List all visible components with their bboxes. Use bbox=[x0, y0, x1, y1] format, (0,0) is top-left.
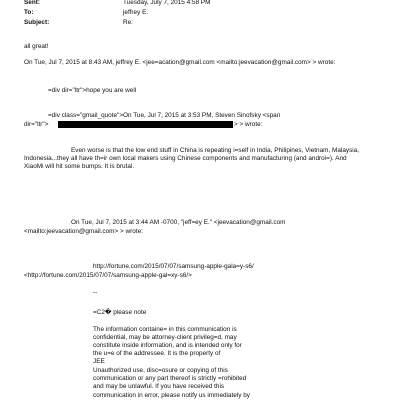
article-link[interactable]: http://fortune.com/2015/07/07/samsung-apple-gala=y-s6/ bbox=[93, 263, 254, 270]
quote-attribution-1: On Tue, Jul 7, 2015 at 8:43 AM, jeffrey E. <jee=acation@gmail.com <mailto:jeevacation@gmail.com> > wrote: bbox=[24, 59, 336, 66]
quoted-paragraph-line: XiaoMi will hit some bumps. It is brutal. bbox=[24, 163, 135, 170]
please-note: =C2� please note bbox=[93, 309, 147, 316]
quote-attribution-3-mailto: <mailto:jeevacation@gmail.com> > wrote: bbox=[24, 228, 143, 235]
sent-label: Sent: bbox=[24, 0, 40, 6]
article-link-bracketed[interactable]: <http://fortune.com/2015/07/07/samsung-apple-gal=xy-s6/> bbox=[24, 272, 192, 279]
subject-label: Subject: bbox=[24, 19, 50, 26]
sent-value: Tuesday, July 7, 2015 4:58 PM bbox=[123, 0, 211, 6]
quote-attribution-2-end: > > wrote: bbox=[234, 121, 263, 128]
quote-attribution-3: On Tue, Jul 7, 2015 at 3:44 AM -0700, "jeff=ey E." <jeevacation@gmail.com bbox=[71, 219, 286, 226]
disclaimer-line: The information containe= in this communication is bbox=[93, 326, 237, 333]
quoted-paragraph-line: Indonesia...they all have th=ir own local makers using Chinese components and manufacturing (and androi=). And bbox=[24, 155, 347, 162]
disclaimer-line: the u=e of the addressee. It is the property of bbox=[93, 350, 221, 357]
disclaimer-line: Unauthorized use, disc=osure or copying of this bbox=[93, 367, 228, 374]
disclaimer-line: confidential, may be attorney-client privileg=d, may bbox=[93, 334, 237, 341]
redaction-bar bbox=[58, 121, 233, 128]
to-value: jeffrey E. bbox=[123, 9, 149, 16]
disclaimer-line: and may be unlawful. If you have received this bbox=[93, 383, 225, 390]
disclaimer-line: communication in error, please notify us immediately by bbox=[93, 392, 250, 399]
quoted-paragraph-line: Even worse is that the low end stuff in China is repeating i=self in India, Philipines, Vietnam, Malaysia, bbox=[71, 147, 360, 154]
disclaimer-line: JEE bbox=[93, 358, 105, 365]
subject-value: Re: bbox=[123, 19, 133, 26]
quoted-message-hope: =div dir="ltr">hope you are well bbox=[48, 87, 137, 94]
disclaimer-line: communication or any part thereof is strictly =rohibited bbox=[93, 375, 247, 382]
to-label: To: bbox=[24, 9, 34, 16]
quote-attribution-2: =div class="gmail_quote">On Tue, Jul 7, 2015 at 3:53 PM, Steven Sinofsky <span bbox=[48, 112, 281, 119]
signature-dashes: -- bbox=[93, 289, 98, 296]
reply-text: all great! bbox=[24, 43, 49, 50]
disclaimer-line: constitute inside information, and is intended only for bbox=[93, 342, 242, 349]
quote-attribution-2-dir: dir="ltr"> bbox=[24, 121, 49, 128]
